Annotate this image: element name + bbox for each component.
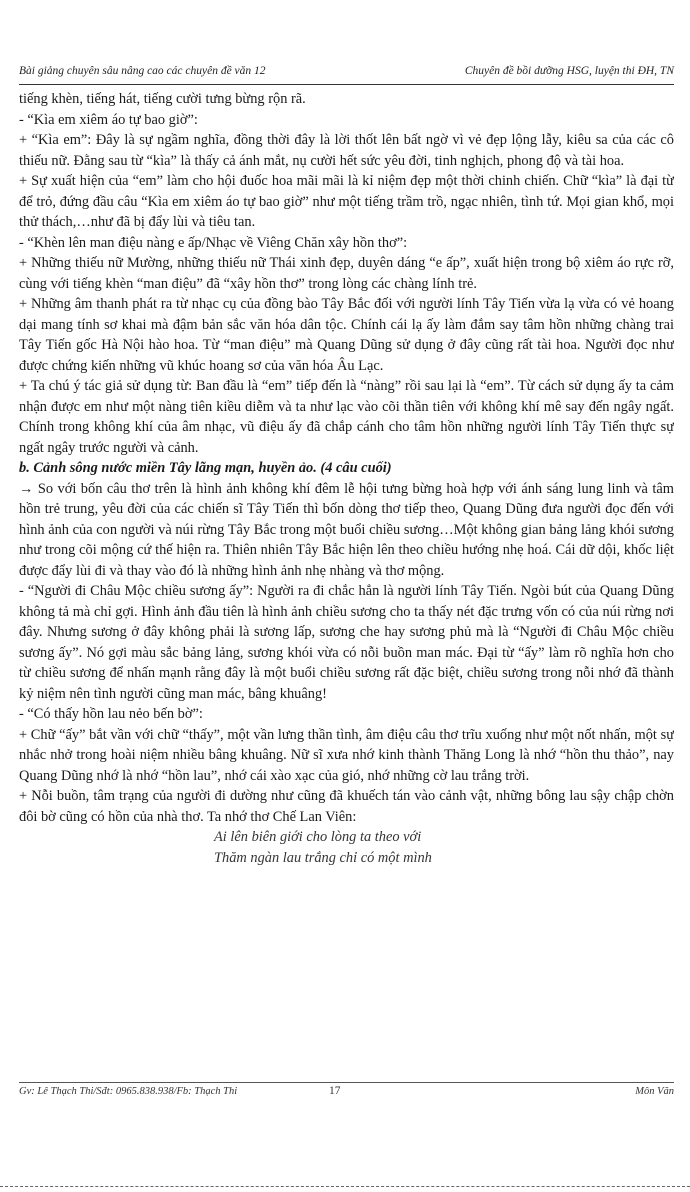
paragraph: + Những thiếu nữ Mường, những thiếu nữ Thái xinh đẹp, duyên dáng “e ấp”, xuất hiện trong bộ xiêm áo rực rỡ, cùng với tiếng khèn “man điệu” đã “xây hồn thơ” trong lòng các chàng lính trẻ. xyxy=(19,255,674,292)
footer-author-text: Gv: Lê Thạch Thi/Sđt: 0965.838.938/Fb: Thạch Thi xyxy=(19,1086,238,1097)
paragraph: + Ta chú ý tác giả sử dụng từ: Ban đầu là “em” tiếp đến là “nàng” rồi sau lại là “em”. Từ cách sử dụng ấy ta cảm nhận được em như một nàng tiên kiều diễm và ta như lạc vào cõi thần tiên với không khí mê say đến ngây ngất. Chính trong không khí của âm nhạc, vũ điệu ấy đã chắp cánh cho tâm hồn những người lính Tây Tiến thực sự ngất ngây trước người và cảnh. xyxy=(19,378,674,456)
section-heading-b: b. Cảnh sông nước miền Tây lãng mạn, huyền ảo. (4 câu cuối) xyxy=(19,460,392,476)
paragraph: + Sự xuất hiện của “em” làm cho hội đuốc hoa mãi mãi là kỉ niệm đẹp một thời chinh chiến. Chữ “kìa” là đại từ để trỏ, đứng đầu câu “Kìa em xiêm áo tự bao giờ” như một tiếng trầm trồ, ngạc nhiên, tình tứ. Mọi gian khổ, mọi thử thách,…như đã bị đẩy lùi và tiêu tan. xyxy=(19,173,674,230)
header-left-text: Bài giảng chuyên sâu nâng cao các chuyên đề văn 12 xyxy=(19,65,266,77)
paragraph: + Những âm thanh phát ra từ nhạc cụ của đồng bào Tây Bắc đối với người lính Tây Tiến vừa lạ vừa có vẻ hoang dại mang tính sơ khai mà đậm bản sắc văn hóa dân tộc. Chính cái lạ ấy làm đắm say tâm hồn những chàng trai Tây Tiến gốc Hà Nội hào hoa. Từ “man điệu” mà Quang Dũng sử dụng ở đây cũng rất tài hoa. Người đọc như được chứng kiến những vũ khúc hoang sơ của văn hóa Âu Lạc. xyxy=(19,296,674,374)
page-header xyxy=(19,64,674,85)
paragraph: + “Kìa em”: Đây là sự ngầm nghĩa, đồng thời đây là lời thốt lên bất ngờ vì vẻ đẹp lộng lẫy, kiêu sa của các cô thiếu nữ. Đằng sau từ “kìa” là thấy cả ánh mắt, nụ cười hết sức yêu đời, tinh nghịch, phong độ và tài hoa. xyxy=(19,132,674,169)
header-right-text: Chuyên đề bồi dưỡng HSG, luyện thi ĐH, TN xyxy=(464,65,674,77)
verse-line: Ai lên biên giới cho lòng ta theo với xyxy=(214,829,422,845)
page-footer xyxy=(19,1082,674,1101)
paragraph: tiếng khèn, tiếng hát, tiếng cười tưng bừng rộn rã. xyxy=(19,91,306,107)
page-number: 17 xyxy=(329,1085,341,1097)
paragraph: - “Có thấy hồn lau nẻo bến bờ”: xyxy=(19,706,203,722)
body-text xyxy=(19,89,674,1064)
footer-subject-text: Môn Văn xyxy=(635,1086,674,1097)
paragraph: - “Kìa em xiêm áo tự bao giờ”: xyxy=(19,111,198,128)
paragraph: → So với bốn câu thơ trên là hình ảnh không khí đêm lễ hội tưng bừng hoà hợp với ánh sáng lung linh và tâm hồn trẻ trung, yêu đời của các chiến sĩ Tây Tiến thì bốn dòng thơ tiếp theo, Quang Dũng đưa người đọc đến với hình ảnh của con người và núi rừng Tây Bắc trong một buổi chiều sương…Một không gian bảng lảng khói sương như trong cõi mộng cứ thế hiện ra. Thiên nhiên Tây Bắc hiện lên theo chiều hướng nhẹ hoá. Cái dữ dội, khốc liệt được đẩy lùi đi và thay vào đó là những hình ảnh nhẹ nhàng và thơ mộng. xyxy=(19,480,674,579)
verse-line: Thăm ngàn lau trắng chỉ có một mình xyxy=(214,849,432,866)
paragraph: + Nỗi buồn, tâm trạng của người đi dường như cũng đã khuếch tán vào cảnh vật, những bông lau sậy chập chờn đôi bờ cũng có hồn của nhà thơ. Ta nhớ thơ Chế Lan Viên: xyxy=(19,788,674,825)
paragraph: + Chữ “ấy” bắt vần với chữ “thấy”, một vần lưng thần tình, âm điệu câu thơ trĩu xuống như một nốt nhấn, một sự nhắc nhở trong hoài niệm nhiều bâng khuâng. Nữ sĩ xưa nhớ kinh thành Thăng Long là nhớ “hồn thu thảo”, nay Quang Dũng nhớ là nhớ “hồn lau”, nhớ cái xào xạc của gió, nhớ những cờ lau trắng trời. xyxy=(19,726,674,784)
paragraph: - “Khèn lên man điệu nàng e ấp/Nhạc về Viêng Chăn xây hồn thơ”: xyxy=(19,234,408,251)
bottom-divider xyxy=(0,1186,690,1187)
paragraph: - “Người đi Châu Mộc chiều sương ấy”: Người ra đi chắc hẳn là người lính Tây Tiến. Ngòi bút của Quang Dũng không tả mà chỉ gợi. Hình ảnh đầu tiên là hình ảnh chiều sương cho ta thấy nét đặc trưng vốn có của núi rừng nơi đây. Nhưng sương ở đây không phải là sương lấp, sương che hay sương phủ mà là “Người đi Châu Mộc chiều sương ấy”. Nó gợi màu sắc bảng lảng, sương khói vừa có nỗi buồn man mác. Đại từ “ấy” làm rõ nghĩa hơn cho từ chiều sương để nhấn mạnh rằng đây là một buổi chiều sương rất đặc biệt, chiều sương trong nỗi nhớ đã thành kỷ niệm nên tình người cũng man mác, bâng khuâng! xyxy=(19,583,674,702)
